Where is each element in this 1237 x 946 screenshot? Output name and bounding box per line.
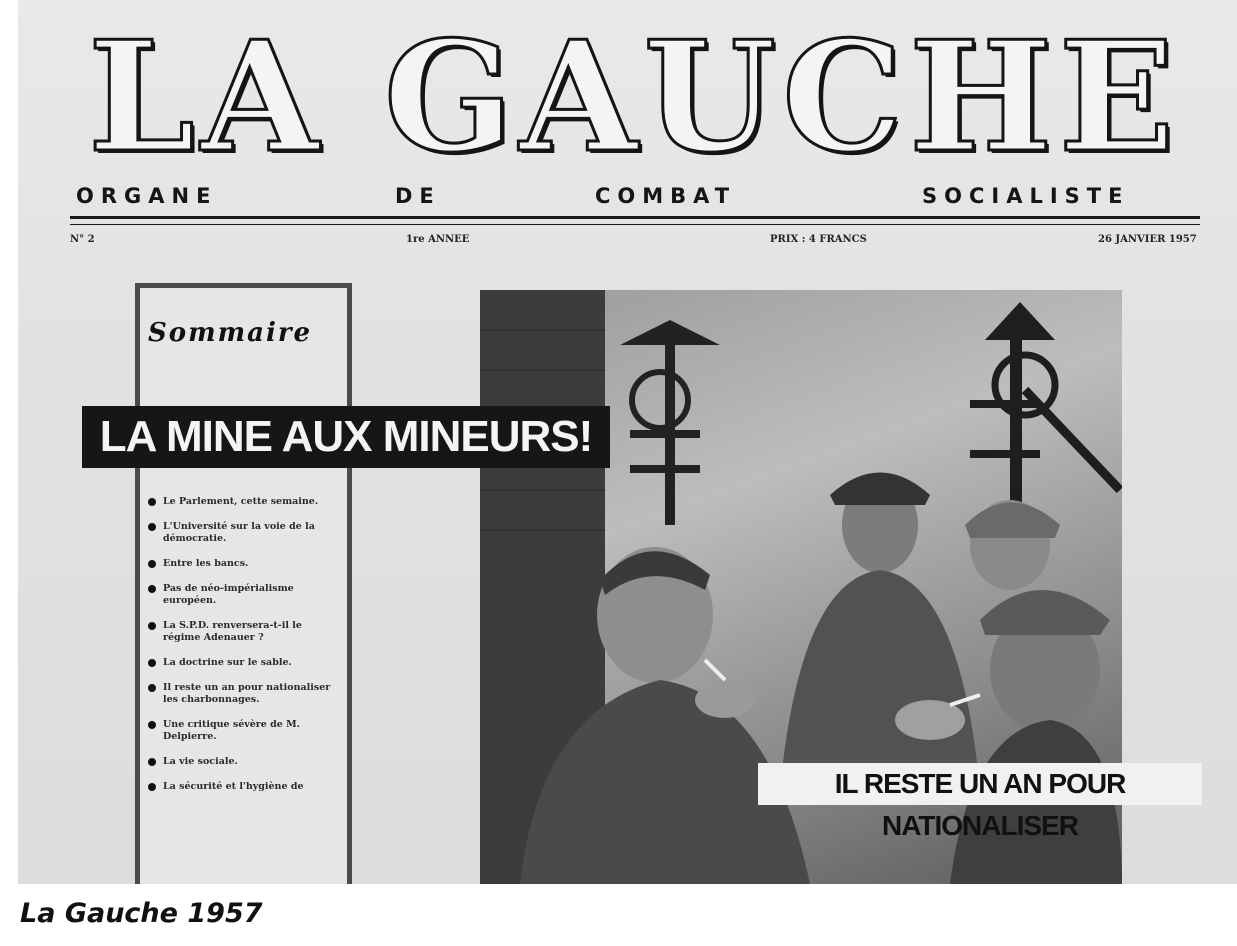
sommaire-item-text: La sécurité et l'hygiène de: [163, 781, 304, 792]
masthead-subtitle-word: ORGANE: [76, 184, 218, 208]
sommaire-item-text: Entre les bancs.: [163, 558, 249, 569]
photo-caption: IL RESTE UN AN POUR NATIONALISER: [758, 763, 1202, 805]
sommaire-item-text: La doctrine sur le sable.: [163, 657, 292, 668]
sommaire-list: [148, 496, 338, 806]
bullet-icon: [148, 659, 156, 667]
sommaire-item-text: Pas de néo-impérialisme européen.: [163, 583, 294, 606]
masthead-title: LA GAUCHE: [88, 7, 1181, 186]
sommaire-item-text: La vie sociale.: [163, 756, 238, 767]
sommaire-item: [148, 496, 338, 508]
main-headline: LA MINE AUX MINEURS!: [82, 406, 610, 468]
sommaire-item-text: La S.P.D. renversera-t-il le régime Adenauer ?: [163, 620, 302, 643]
bullet-icon: [148, 622, 156, 630]
issue-date: 26 JANVIER 1957: [1098, 234, 1197, 245]
miner-background: [965, 500, 1060, 590]
bullet-icon: [148, 758, 156, 766]
masthead-rule-thin: [70, 224, 1200, 225]
issue-year: 1re ANNEE: [406, 234, 470, 245]
sommaire-item: [148, 657, 338, 669]
newspaper-page: [18, 0, 1237, 884]
sommaire-item-text: Une critique sévère de M. Delpierre.: [163, 719, 300, 742]
miner-center: [780, 473, 980, 791]
sommaire-item-text: Le Parlement, cette semaine.: [163, 496, 319, 507]
masthead-rule: [70, 216, 1200, 219]
bullet-icon: [148, 684, 156, 692]
sommaire-item: [148, 756, 338, 768]
sommaire-item-text: L'Université sur la voie de la démocratie.: [163, 521, 315, 544]
sommaire-item: [148, 558, 338, 570]
masthead-subtitle-word: SOCIALISTE: [922, 184, 1130, 208]
issue-price: PRIX : 4 FRANCS: [770, 234, 867, 245]
sommaire-item-text: Il reste un an pour nationaliser les charbonnages.: [163, 682, 331, 705]
bullet-icon: [148, 585, 156, 593]
sommaire-item: [148, 620, 338, 644]
sommaire-item: [148, 781, 338, 793]
masthead-subtitle-word: DE: [395, 184, 441, 208]
bullet-icon: [148, 560, 156, 568]
bullet-icon: [148, 498, 156, 506]
issue-number: N° 2: [70, 234, 95, 245]
headframe-left: [620, 320, 720, 525]
bullet-icon: [148, 523, 156, 531]
sommaire-item: [148, 682, 338, 706]
bullet-icon: [148, 721, 156, 729]
sommaire-item: [148, 583, 338, 607]
sommaire-item: [148, 719, 338, 743]
sommaire-title: Sommaire: [148, 318, 313, 348]
masthead-subtitle-word: COMBAT: [595, 184, 737, 208]
figure-caption: La Gauche 1957: [20, 898, 263, 929]
sommaire-item: [148, 521, 338, 545]
bullet-icon: [148, 783, 156, 791]
